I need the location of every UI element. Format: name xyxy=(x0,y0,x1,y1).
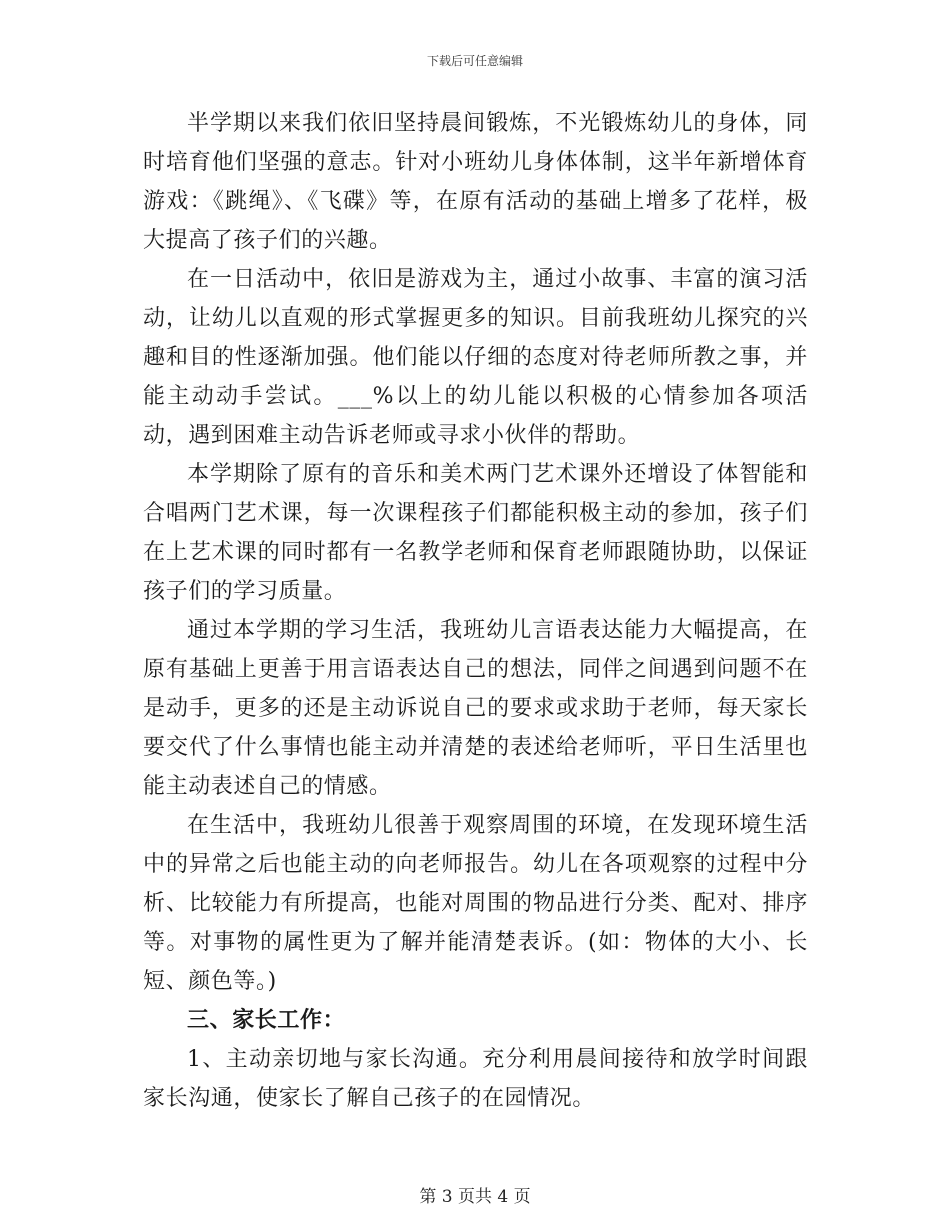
paragraph-parent-communication: 1、主动亲切地与家长沟通。充分利用晨间接待和放学时间跟家长沟通，使家长了解自己孩子的在园情况。 xyxy=(143,1047,808,1111)
paragraph-art-classes: 本学期除了原有的音乐和美术两门艺术课外还增设了体智能和合唱两门艺术课，每一次课程孩子们都能积极主动的参加，孩子们在上艺术课的同时都有一名教学老师和保育老师跟随协助，以保证孩子们的学习质量。 xyxy=(143,462,808,604)
paragraph-language-expression: 通过本学期的学习生活，我班幼儿言语表达能力大幅提高，在原有基础上更善于用言语表达自己的想法，同伴之间遇到问题不在是动手，更多的还是主动诉说自己的要求或求助于老师，每天家长要交代了什么事情也能主动并清楚的表述给老师听，平日生活里也能主动表述自己的情感。 xyxy=(143,618,808,799)
page-number-footer: 第 3 页共 4 页 xyxy=(419,1187,531,1207)
section-heading-parent-work: 三、家长工作： xyxy=(187,1007,346,1033)
page-header-note: 下载后可任意编辑 xyxy=(426,54,523,68)
paragraph-daily-activities: 在一日活动中，依旧是游戏为主，通过小故事、丰富的演习活动，让幼儿以直观的形式掌握更多的知识。目前我班幼儿探究的兴趣和目的性逐渐加强。他们能以仔细的态度对待老师所教之事，并能主动动手尝试。___%以上的幼儿能以积极的心情参加各项活动，遇到困难主动告诉老师或寻求小伙伴的帮助。 xyxy=(143,267,808,448)
paragraph-observation-skills: 在生活中，我班幼儿很善于观察周围的环境，在发现环境生活中的异常之后也能主动的向老师报告。幼儿在各项观察的过程中分析、比较能力有所提高，也能对周围的物品进行分类、配对、排序等。对事物的属性更为了解并能清楚表诉。(如：物体的大小、长短、颜色等。) xyxy=(143,813,808,994)
document-body xyxy=(143,104,808,1118)
paragraph-morning-exercise: 半学期以来我们依旧坚持晨间锻炼，不光锻炼幼儿的身体，同时培育他们坚强的意志。针对小班幼儿身体体制，这半年新增体育游戏：《跳绳》、《飞碟》等，在原有活动的基础上增多了花样，极大提高了孩子们的兴趣。 xyxy=(143,111,808,253)
